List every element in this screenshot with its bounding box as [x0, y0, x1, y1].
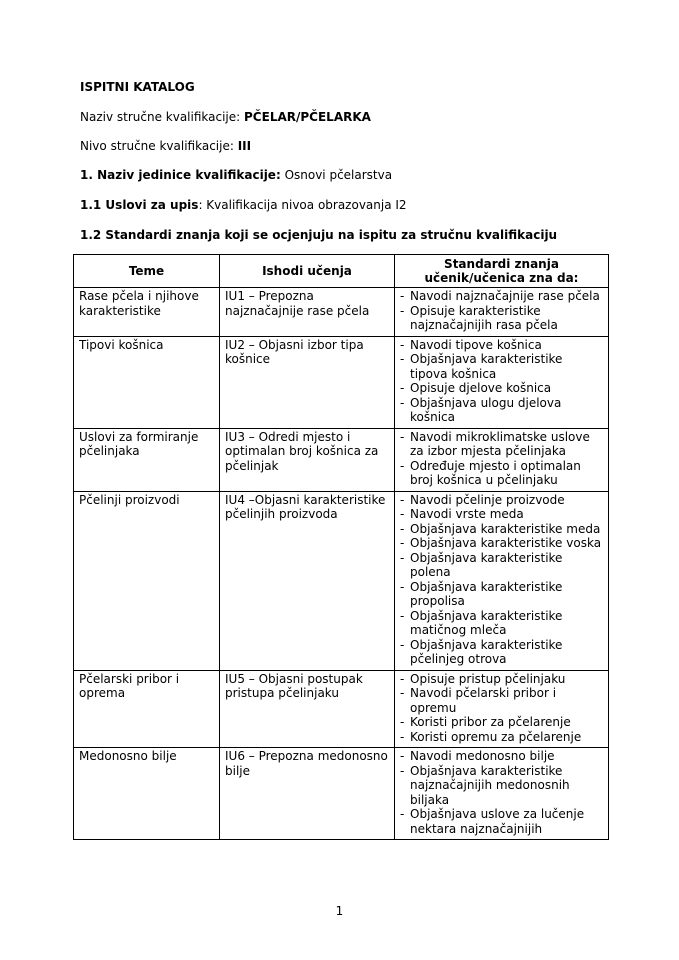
table-header-row — [74, 255, 609, 288]
list-item: - Navodi pčelinje proizvode — [400, 493, 603, 508]
list-item: - Navodi medonosno bilje — [400, 749, 603, 764]
cell-tema: Rase pčela i njihove karakteristike — [74, 288, 220, 337]
table-row — [74, 748, 609, 840]
cell-ishod: IU1 – Prepozna najznačajnije rase pčela — [220, 288, 395, 337]
list-item: - Određuje mjesto i optimalan broj košnica u pčelinjaku — [400, 459, 603, 488]
standards-table — [73, 254, 609, 840]
list-item: - Navodi mikroklimatske uslove za izbor mjesta pčelinjaka — [400, 430, 603, 459]
unit-name-line — [80, 168, 392, 182]
header-teme: Teme — [74, 255, 220, 288]
qualification-level-line — [80, 139, 251, 153]
list-item: - Objašnjava ulogu djelova košnica — [400, 396, 603, 425]
cell-standardi — [395, 748, 609, 840]
unit-name-value: Osnovi pčelarstva — [280, 168, 393, 182]
cell-ishod: IU3 – Odredi mjesto i optimalan broj košnica za pčelinjak — [220, 428, 395, 491]
list-item: - Koristi pribor za pčelarenje — [400, 715, 603, 730]
list-item: - Objašnjava karakteristike pčelinjeg otrova — [400, 638, 603, 667]
cell-tema: Tipovi košnica — [74, 336, 220, 428]
cell-standardi — [395, 670, 609, 748]
standards-list — [400, 493, 603, 667]
qualification-level-label: Nivo stručne kvalifikacije: — [80, 139, 238, 153]
enrollment-conditions-value: : Kvalifikacija nivoa obrazovanja I2 — [198, 198, 407, 212]
header-standardi — [395, 255, 609, 288]
cell-tema: Pčelarski pribor i oprema — [74, 670, 220, 748]
cell-ishod: IU2 – Objasni izbor tipa košnice — [220, 336, 395, 428]
table-row — [74, 491, 609, 670]
document-title: ISPITNI KATALOG — [80, 80, 195, 94]
unit-name-label: 1. Naziv jedinice kvalifikacije: — [80, 168, 281, 182]
standards-list — [400, 430, 603, 488]
enrollment-conditions-label: 1.1 Uslovi za upis — [80, 198, 199, 212]
standards-list — [400, 338, 603, 425]
list-item: - Navodi pčelarski pribor i opremu — [400, 686, 603, 715]
table-row — [74, 428, 609, 491]
page-number: 1 — [335, 904, 344, 918]
list-item: - Objašnjava karakteristike tipova košnica — [400, 352, 603, 381]
cell-ishod: IU6 – Prepozna medonosno bilje — [220, 748, 395, 840]
cell-standardi — [395, 428, 609, 491]
list-item: - Opisuje karakteristike najznačajnijih rasa pčela — [400, 304, 603, 333]
cell-ishod: IU5 – Objasni postupak pristupa pčelinjaku — [220, 670, 395, 748]
list-item: - Opisuje djelove košnica — [400, 381, 603, 396]
enrollment-conditions-line — [80, 198, 407, 212]
table-row — [74, 288, 609, 337]
list-item: - Objašnjava karakteristike najznačajnijih medonosnih biljaka — [400, 764, 603, 808]
standards-heading: 1.2 Standardi znanja koji se ocjenjuju na ispitu za stručnu kvalifikaciju — [80, 228, 558, 242]
cell-standardi — [395, 288, 609, 337]
list-item: - Koristi opremu za pčelarenje — [400, 730, 603, 745]
cell-ishod: IU4 –Objasni karakteristike pčelinjih proizvoda — [220, 491, 395, 670]
header-standardi-line2: učenik/učenica zna da: — [424, 271, 579, 285]
list-item: - Navodi tipove košnica — [400, 338, 603, 353]
list-item: - Opisuje pristup pčelinjaku — [400, 672, 603, 687]
list-item: - Navodi najznačajnije rase pčela — [400, 289, 603, 304]
standards-list — [400, 749, 603, 836]
list-item: - Objašnjava karakteristike polena — [400, 551, 603, 580]
cell-tema: Uslovi za formiranje pčelinjaka — [74, 428, 220, 491]
standards-list — [400, 289, 603, 333]
list-item: - Objašnjava karakteristike propolisa — [400, 580, 603, 609]
list-item: - Objašnjava karakteristike meda — [400, 522, 603, 537]
standards-list — [400, 672, 603, 745]
cell-tema: Medonosno bilje — [74, 748, 220, 840]
list-item: - Objašnjava uslove za lučenje nektara najznačajnijih — [400, 807, 603, 836]
list-item: - Navodi vrste meda — [400, 507, 603, 522]
header-standardi-line1: Standardi znanja — [444, 257, 559, 271]
qualification-name-value: PČELAR/PČELARKA — [244, 110, 371, 124]
list-item: - Objašnjava karakteristike matičnog mleča — [400, 609, 603, 638]
cell-standardi — [395, 491, 609, 670]
qualification-name-line — [80, 110, 371, 124]
qualification-name-label: Naziv stručne kvalifikacije: — [80, 110, 245, 124]
cell-tema: Pčelinji proizvodi — [74, 491, 220, 670]
list-item: - Objašnjava karakteristike voska — [400, 536, 603, 551]
table-row — [74, 336, 609, 428]
qualification-level-value: III — [237, 139, 252, 153]
table-row — [74, 670, 609, 748]
header-ishodi: Ishodi učenja — [220, 255, 395, 288]
cell-standardi — [395, 336, 609, 428]
